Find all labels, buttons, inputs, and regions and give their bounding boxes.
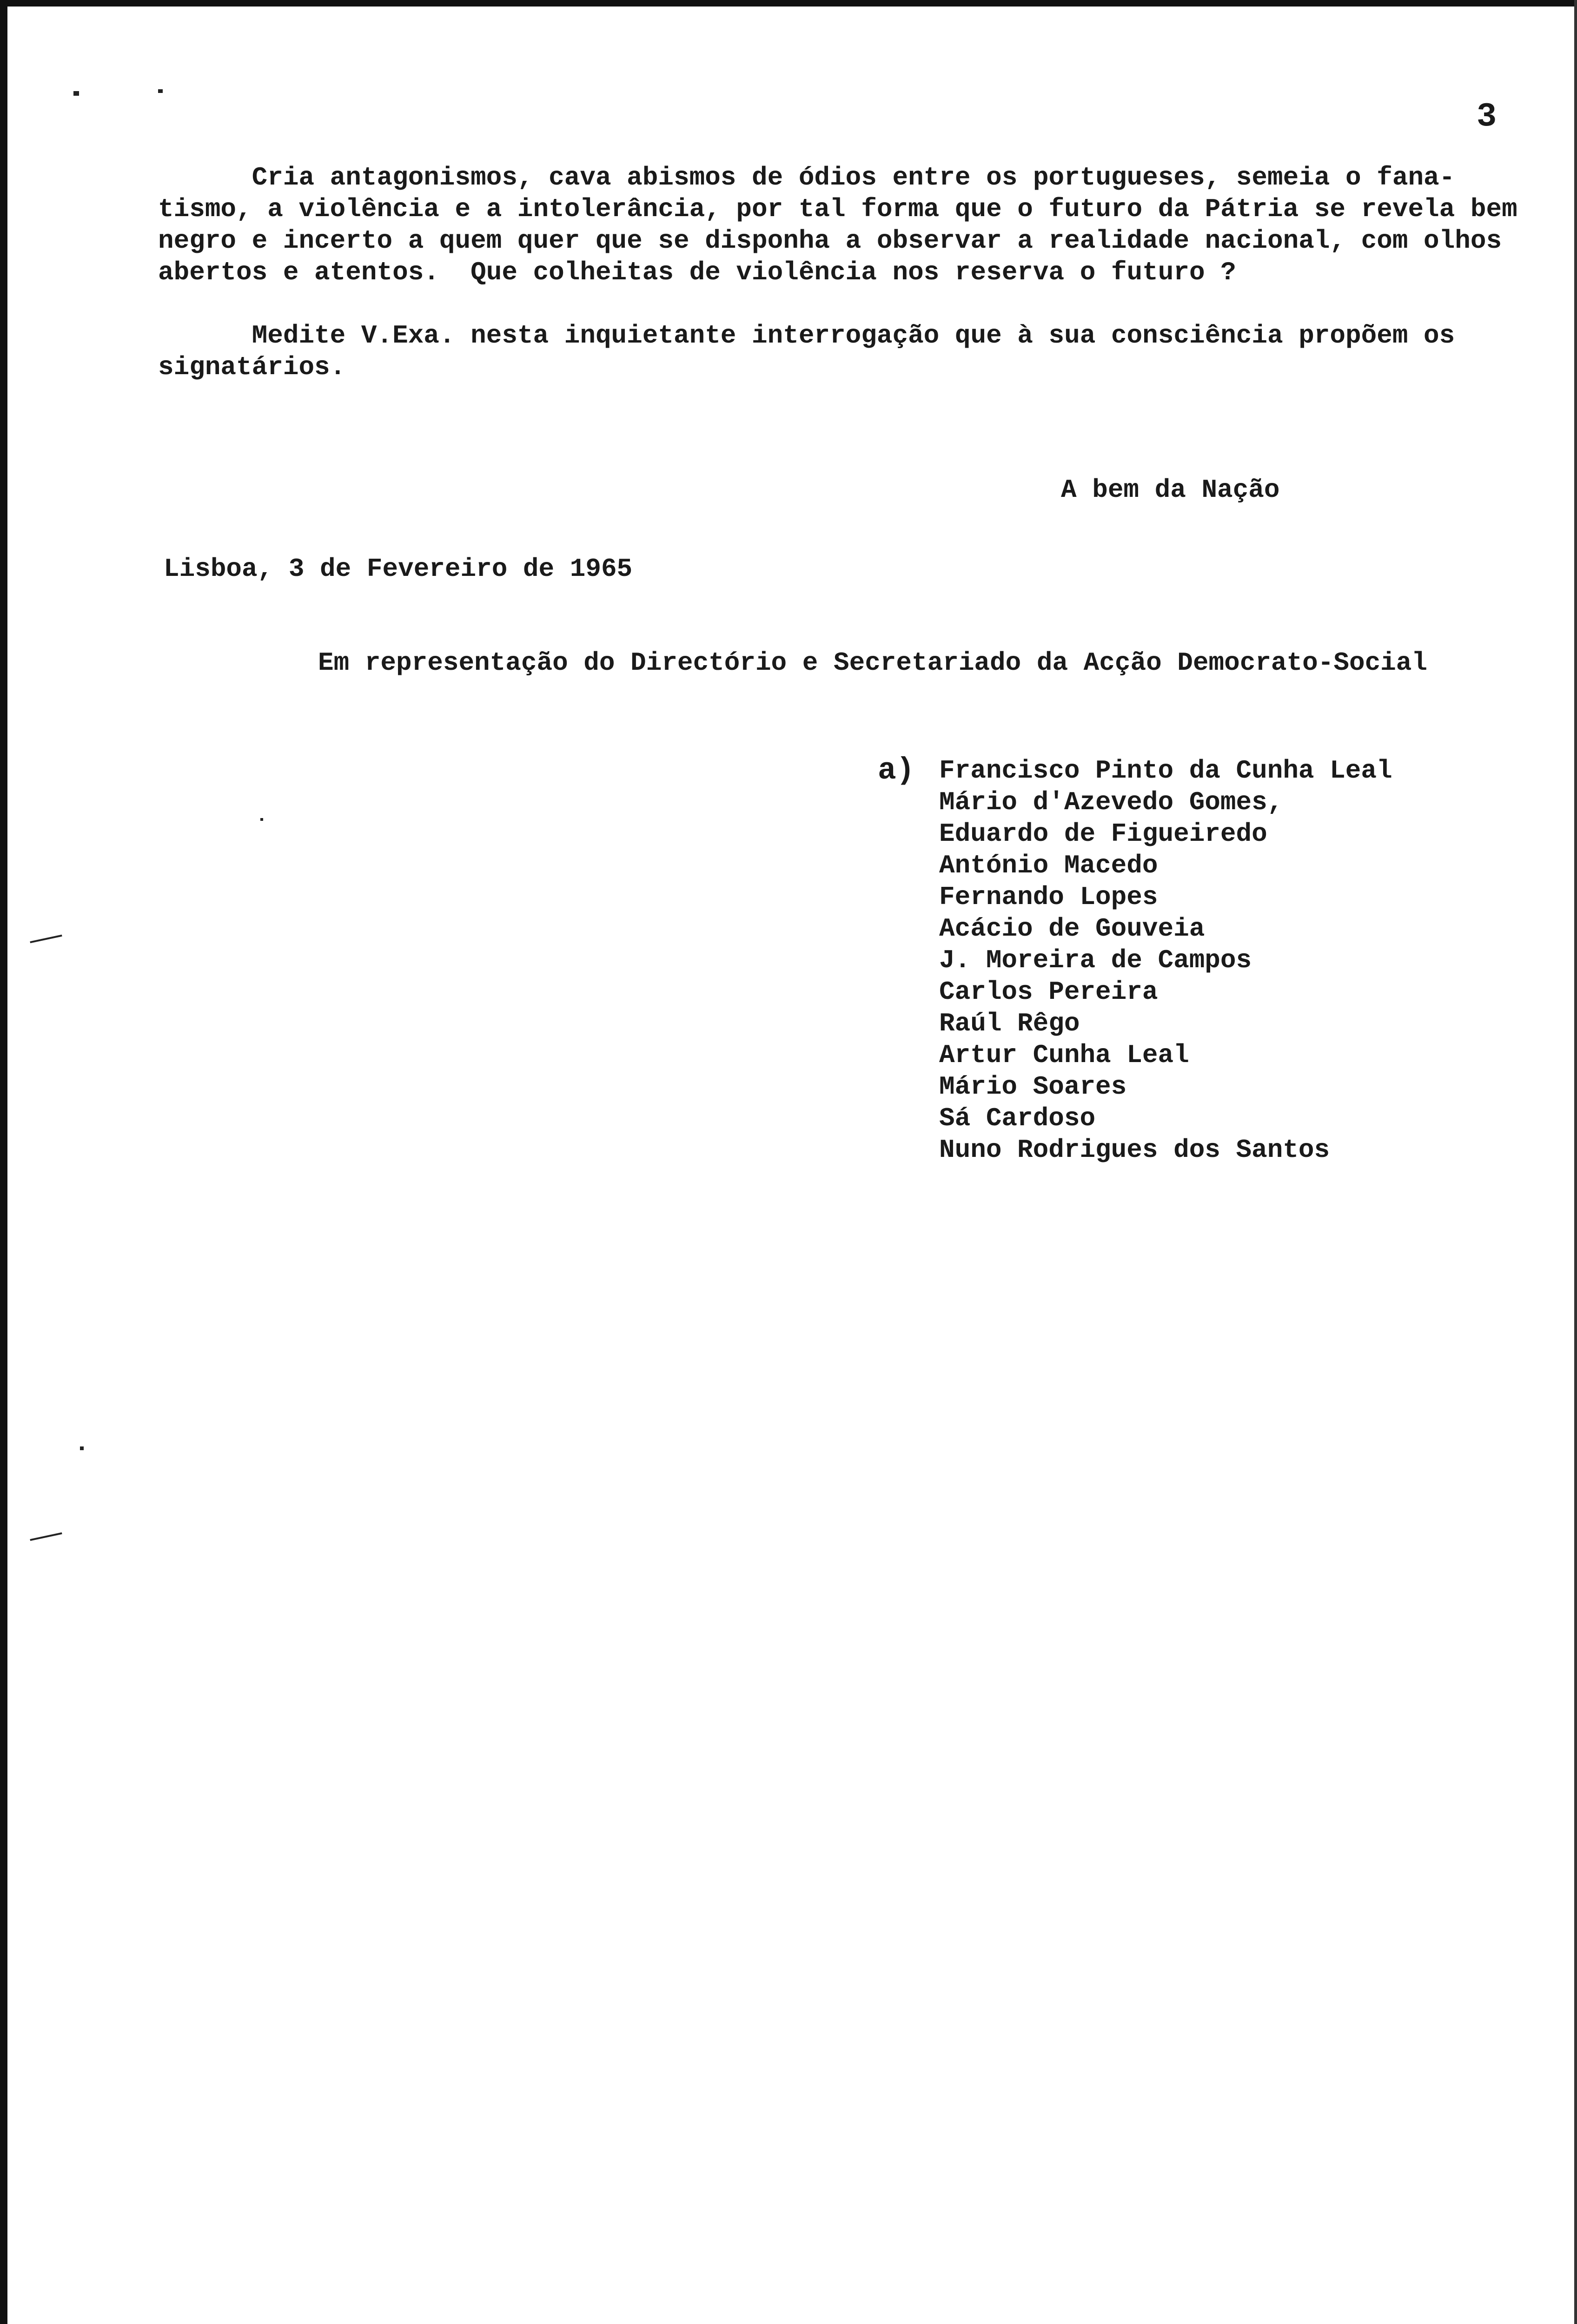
signatory: Sá Cardoso — [939, 1103, 1096, 1133]
paragraph1-line2: tismo, a violência e a intolerância, por tal forma que o futuro da Pátria se revela bem — [158, 194, 1517, 224]
scan-border-left — [0, 0, 7, 2324]
scan-speck — [73, 91, 79, 96]
paragraph2-line2: signatários. — [158, 352, 346, 382]
page-number: 3 — [1477, 98, 1497, 136]
place-date: Lisboa, 3 de Fevereiro de 1965 — [164, 554, 633, 584]
signatory: Mário Soares — [939, 1072, 1127, 1102]
closing-salutation: A bem da Nação — [1061, 475, 1280, 505]
scan-speck — [260, 818, 263, 821]
scan-speck — [30, 935, 62, 943]
representation-line: Em representação do Directório e Secretariado da Acção Democrato-Social — [318, 648, 1427, 678]
signatory: Mário d'Azevedo Gomes, — [939, 787, 1283, 817]
scan-border-right — [1574, 0, 1577, 2324]
signature-marker: a) — [878, 753, 915, 788]
paragraph1-line4: abertos e atentos. Que colheitas de violência nos reserva o futuro ? — [158, 257, 1236, 287]
paragraph1-line3: negro e incerto a quem quer que se disponha a observar a realidade nacional, com olhos — [158, 226, 1502, 256]
signatory: Fernando Lopes — [939, 882, 1158, 912]
scan-speck — [158, 89, 163, 93]
paragraph1-line1: Cria antagonismos, cava abismos de ódios entre os portugueses, semeia o fana- — [158, 163, 1455, 192]
signatory: Carlos Pereira — [939, 977, 1158, 1007]
signatory: Raúl Rêgo — [939, 1009, 1080, 1038]
signatory: Eduardo de Figueiredo — [939, 819, 1267, 849]
signatory: Francisco Pinto da Cunha Leal — [939, 756, 1392, 786]
scan-speck — [30, 1532, 62, 1541]
paragraph2-line1: Medite V.Exa. nesta inquietante interrogação que à sua consciência propõem os — [158, 321, 1455, 350]
scan-border-top — [0, 0, 1577, 7]
signatory: António Macedo — [939, 851, 1158, 880]
signatory: Nuno Rodrigues dos Santos — [939, 1135, 1330, 1165]
signatory: Artur Cunha Leal — [939, 1040, 1189, 1070]
signatory: Acácio de Gouveia — [939, 914, 1205, 944]
signatories-list — [939, 755, 1392, 1166]
scan-speck — [80, 1446, 84, 1450]
signatory: J. Moreira de Campos — [939, 945, 1252, 975]
